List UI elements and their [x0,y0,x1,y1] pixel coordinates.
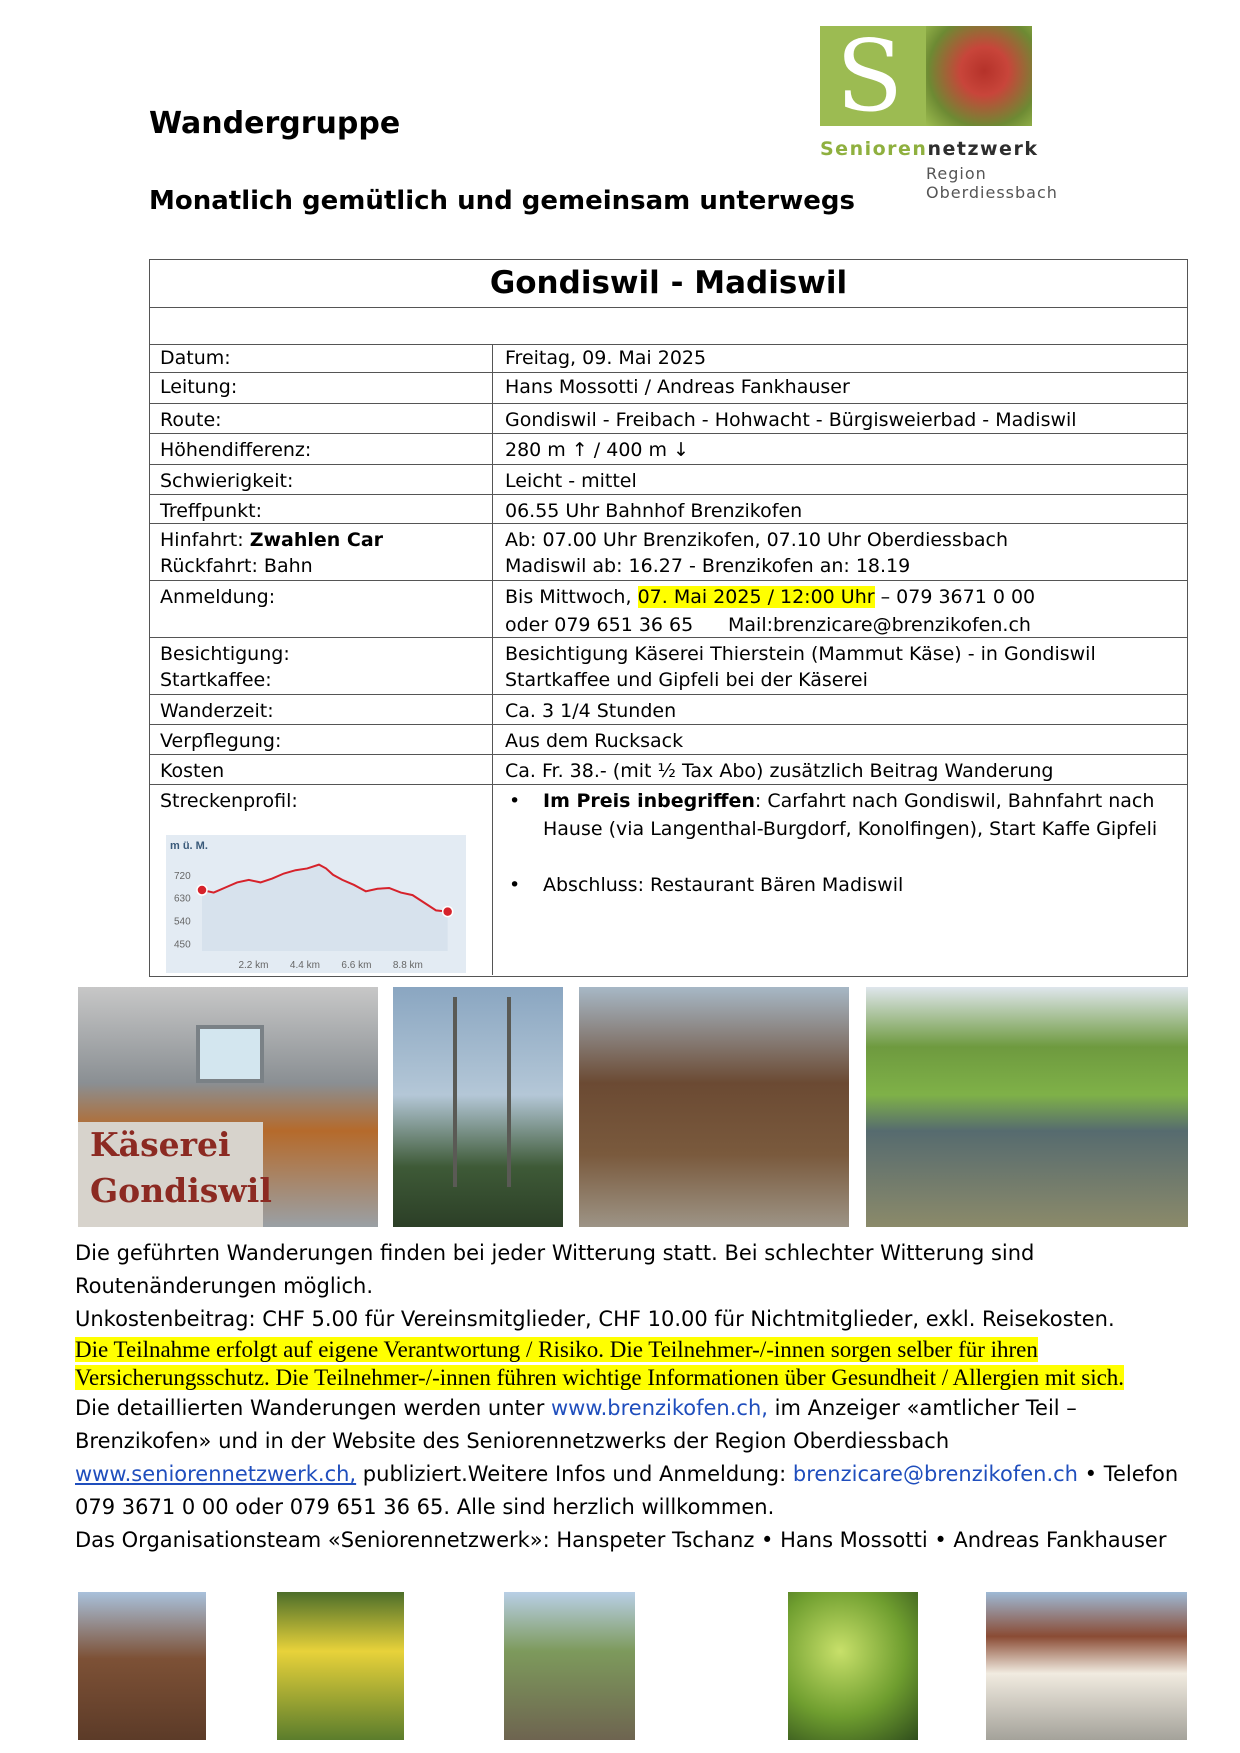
bullet-icon: • [509,874,521,896]
logo-image [820,20,1032,134]
page-title: Wandergruppe [149,106,401,141]
registration-email[interactable]: Mail:brenzicare@brenzikofen.ch [728,614,1031,636]
x-tick-label: 6.6 km [341,960,372,971]
row-transport: Hinfahrt: Zwahlen Car Rückfahrt: Bahn Ab: 07.00 Uhr Brenzikofen, 07.10 Uhr Oberdiessbach Madiswil ab: 16.27 - Brenzikofen an: 18.19 [150,524,1187,581]
row-treffpunkt: Treffpunkt: 06.55 Uhr Bahnhof Brenzikofen [150,495,1187,524]
link-brenzikofen[interactable]: www.brenzikofen.ch, [551,1396,768,1420]
y-axis-label: m ü. M. [170,840,208,852]
y-tick-label: 720 [174,870,191,882]
bullet-closing: • Abschluss: Restaurant Bären Madiswil [505,871,1165,901]
logo-brand: Seniorennetzwerk [820,138,1039,160]
footer-weather: Die geführten Wanderungen finden bei jeder Witterung statt. Bei schlechter Witterung sind Routenänderungen möglich. [75,1241,1035,1298]
row-besichtigung: Besichtigung: Startkaffee: Besichtigung Käserei Thierstein (Mammut Käse) - in Gondiswil Startkaffee und Gipfeli bei der Käserei [150,638,1187,695]
photo-pond [866,987,1188,1227]
photo-restaurant-baeren [986,1592,1187,1740]
row-verpflegung: Verpflegung: Aus dem Rucksack [150,725,1187,755]
elevation-profile-chart [166,835,466,973]
photo-kaeserei [78,987,378,1227]
empty-row [150,307,1187,345]
x-tick-label: 8.8 km [392,960,423,971]
footer-disclaimer: Die Teilnahme erfolgt auf eigene Verantwortung / Risiko. Die Teilnehmer-/-innen sorgen selber für ihren Versicherungsschutz. Die Teilnehmer-/-innen führen wichtige Informationen über Gesundheit / Allergien mit sich. [75,1337,1125,1390]
photo-green-plants [788,1592,918,1740]
footer-team: Das Organisationsteam «Seniorennetzwerk»: Hanspeter Tschanz • Hans Mossotti • Andreas Fankhauser [75,1528,1167,1552]
footer-costs: Unkostenbeitrag: CHF 5.00 für Vereinsmitglieder, CHF 10.00 für Nichtmitglieder, exkl. Reisekosten. [75,1307,1115,1331]
x-tick-label: 2.2 km [238,960,269,971]
row-streckenprofil: Streckenprofil: m ü. M. 720 630 540 450 2.2 km 4.4 km 6.6 km 8.8 km • Im Preis inbegriffen: Carfahrt nach Gondiswil, Bahnfahrt nach Hause (via Langenthal-Burgdorf, Konolfingen), Start Kaffe Gipfeli • Abschluss: Restaurant Bären Madiswil [150,785,1187,975]
row-hoehendifferenz: Höhendifferenz: 280 m ↑ / 400 m ↓ [150,434,1187,465]
row-wanderzeit: Wanderzeit: Ca. 3 1/4 Stunden [150,695,1187,725]
row-route: Route: Gondiswil - Freibach - Hohwacht - Bürgisweierbad - Madiswil [150,404,1187,434]
photo-fire-pit [504,1592,635,1740]
row-anmeldung: Anmeldung: Bis Mittwoch, 07. Mai 2025 / 12:00 Uhr – 079 3671 0 00 oder 079 651 36 65 Mail:brenzicare@brenzikofen.ch [150,581,1187,638]
footer-text [75,1237,1185,1557]
photo-old-farmhouse [78,1592,206,1740]
control-screen [196,1025,264,1083]
row-datum: Datum: Freitag, 09. Mai 2025 [150,344,1187,373]
leaf-icon [926,26,1032,126]
row-kosten: Kosten Ca. Fr. 38.- (mit ½ Tax Abo) zusätzlich Beitrag Wanderung [150,755,1187,785]
kaeserei-sign: Käserei Gondiswil [78,1122,263,1227]
hike-info-table [149,259,1188,977]
footer-details: Die detaillierten Wanderungen werden unter www.brenzikofen.ch, im Anzeiger «amtlicher Teil – Brenzikofen» und in der Website des Seniorennetzwerks der Region Oberdiessbach www.seniorennetzwerk.ch, publiziert.Weitere Infos und Anmeldung: brenzicare@brenzikofen.ch • Telefon 079 3671 0 00 oder 079 651 36 65. Alle sind herzlich willkommen. [75,1396,1179,1519]
logo-region: Region Oberdiessbach [926,164,1058,202]
end-marker-icon [443,907,453,917]
page-subtitle: Monatlich gemütlich und gemeinsam unterwegs [149,186,855,216]
logo-letter: S [836,20,904,134]
start-marker-icon [197,885,207,895]
y-tick-label: 630 [174,893,191,905]
y-tick-label: 540 [174,916,191,928]
x-tick-label: 4.4 km [289,960,320,971]
y-tick-label: 450 [174,939,191,951]
photo-daffodils [277,1592,404,1740]
bullet-included: • Im Preis inbegriffen: Carfahrt nach Gondiswil, Bahnfahrt nach Hause (via Langenthal-Burgdorf, Konolfingen), Start Kaffe Gipfeli [505,787,1165,847]
link-seniorennetzwerk[interactable]: www.seniorennetzwerk.ch, [75,1462,357,1486]
bullet-icon: • [509,790,521,812]
link-email[interactable]: brenzicare@brenzikofen.ch [792,1462,1078,1486]
photo-lookout-tower [393,987,563,1227]
row-schwierigkeit: Schwierigkeit: Leicht - mittel [150,465,1187,495]
hike-title: Gondiswil - Madiswil [150,260,1187,308]
seniorennetzwerk-logo [820,20,1120,202]
photo-farmhouse [579,987,849,1227]
deadline-highlight: 07. Mai 2025 / 12:00 Uhr [637,586,875,608]
row-leitung: Leitung: Hans Mossotti / Andreas Fankhauser [150,373,1187,404]
